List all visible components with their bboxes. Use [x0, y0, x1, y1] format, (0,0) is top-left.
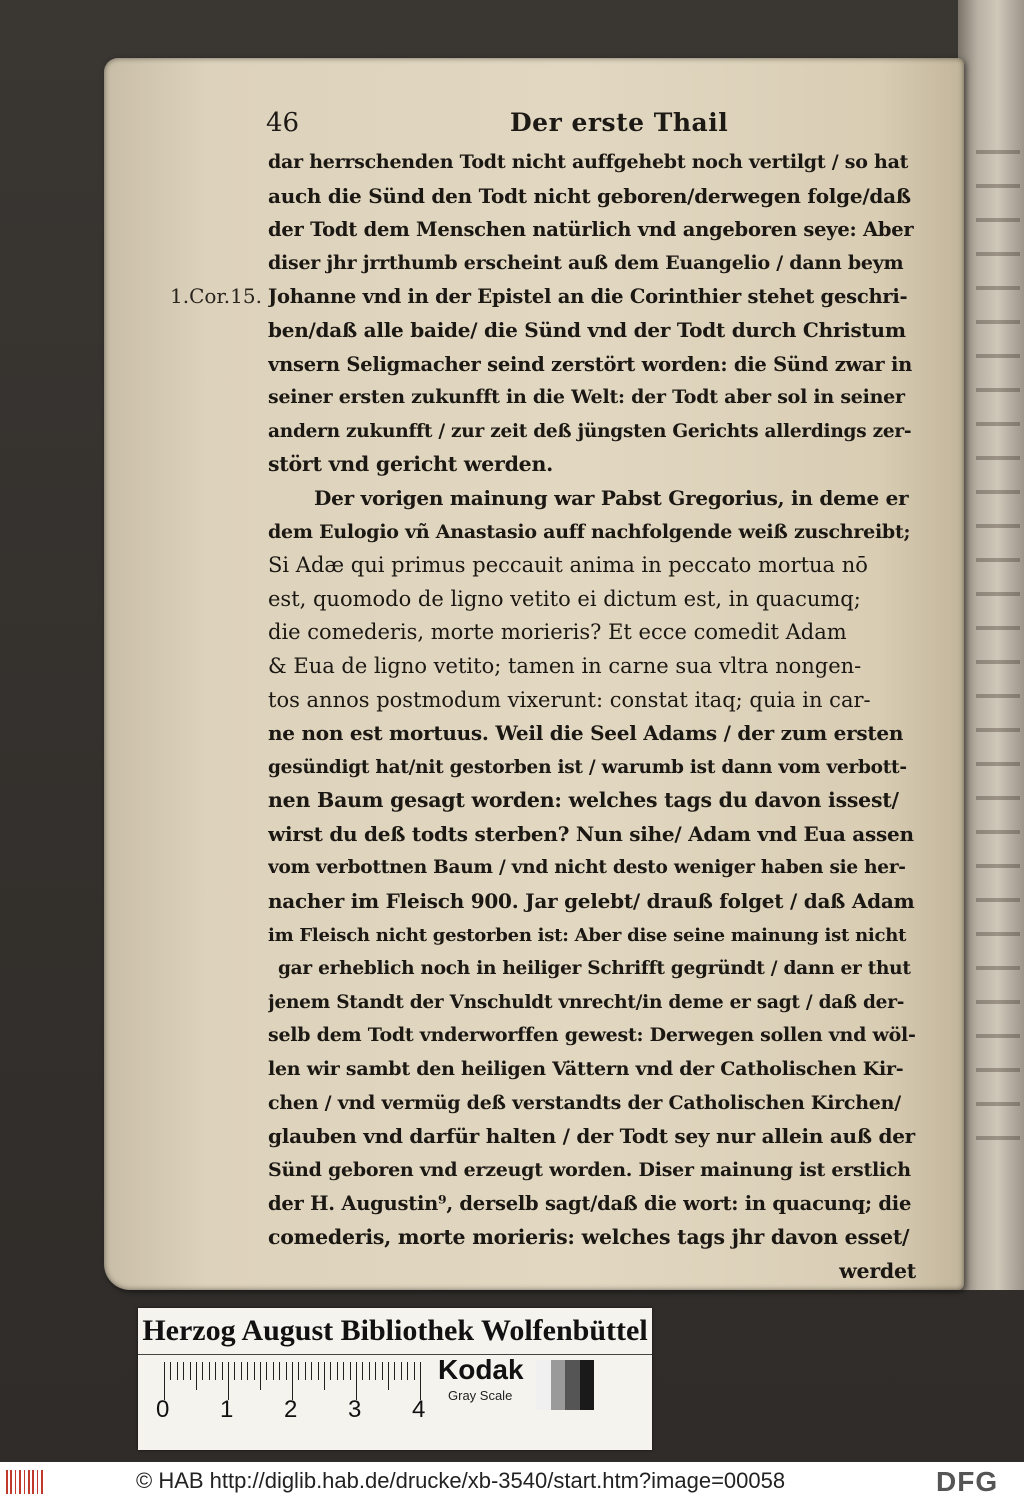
kodak-brand: Kodak — [438, 1354, 524, 1385]
ruler-tick — [254, 1362, 255, 1380]
text-line: comederis, morte morieris: welches tags jhr davon esset/ — [268, 1225, 910, 1249]
bleed-through-mark — [976, 592, 1020, 596]
logo-bar — [37, 1470, 39, 1494]
bleed-through-mark — [976, 218, 1020, 222]
ruler-tick — [324, 1362, 325, 1390]
bleed-through-mark — [976, 694, 1020, 698]
bleed-through-mark — [976, 286, 1020, 290]
bleed-through-mark — [976, 660, 1020, 664]
ruler-tick — [311, 1362, 312, 1380]
ruler-tick — [318, 1362, 319, 1380]
ruler-tick — [247, 1362, 248, 1380]
dfg-logo: DFG — [936, 1466, 999, 1497]
text-line: vnsern Seligmacher seind zerstört worden: die Sünd zwar in — [268, 352, 913, 376]
bleed-through-mark — [976, 354, 1020, 358]
text-line: auch die Sünd den Todt nicht geboren/derwegen folge/daß — [268, 183, 911, 208]
page-number: 46 — [266, 108, 300, 138]
text-line: ben/daß alle baide/ die Sünd vnd der Todt durch Christum — [268, 317, 906, 342]
text-line: stört vnd gericht werden. — [268, 452, 553, 477]
ruler-tick — [260, 1362, 261, 1390]
ruler-tick — [394, 1362, 395, 1380]
ruler-tick — [228, 1362, 229, 1400]
logo-bar — [32, 1470, 34, 1494]
bleed-through-mark — [976, 422, 1020, 426]
bleed-through-mark — [976, 626, 1020, 630]
text-line: tos annos postmodum vixerunt: constat itaq; quia in car- — [268, 687, 871, 712]
text-line: der Todt dem Menschen natürlich vnd angeboren seye: Aber — [268, 218, 914, 242]
ruler-tick — [286, 1362, 287, 1380]
ruler-tick — [266, 1362, 267, 1380]
text-line: die comederis, morte morieris? Et ecce comedit Adam — [268, 620, 847, 645]
text-line: Johanne vnd in der Epistel an die Corinthier stehet geschri- — [268, 285, 908, 309]
ruler-tick — [177, 1362, 178, 1380]
ruler-tick — [362, 1362, 363, 1380]
bleed-through-mark — [976, 796, 1020, 800]
text-line: & Eua de ligno vetito; tamen in carne sua vltra nongen- — [268, 653, 862, 678]
bleed-through-mark — [976, 150, 1020, 154]
ruler-tick — [330, 1362, 331, 1380]
text-line: vom verbottnen Baum / vnd nicht desto weniger haben sie her- — [268, 857, 906, 879]
bleed-through-mark — [976, 762, 1020, 766]
bleed-through-mark — [976, 1136, 1020, 1140]
ruler-tick — [382, 1362, 383, 1380]
ruler-tick — [343, 1362, 344, 1380]
ruler-tick — [375, 1362, 376, 1380]
text-line: wirst du deß todts sterben? Nun sihe/ Adam vnd Eua assen — [268, 821, 914, 846]
text-line: andern zukunfft / zur zeit deß jüngsten Gerichts allerdings zer- — [268, 420, 912, 442]
text-line: im Fleisch nicht gestorben ist: Aber dise seine mainung ist nicht — [268, 924, 907, 946]
ruler-number: 3 — [348, 1396, 362, 1423]
bleed-through-mark — [976, 932, 1020, 936]
ruler-number: 0 — [156, 1396, 170, 1423]
ruler-tick — [241, 1362, 242, 1380]
ruler-tick — [388, 1362, 389, 1390]
text-line: seiner ersten zukunfft in die Welt: der Todt aber sol in seiner — [268, 386, 905, 409]
kodak-subtitle: Gray Scale — [448, 1388, 513, 1403]
ruler-tick — [407, 1362, 408, 1380]
text-line: jenem Standt der Vnschuldt vnrecht/in deme er sagt / daß der- — [268, 991, 905, 1013]
footer-copyright-link[interactable]: © HAB http://diglib.hab.de/drucke/xb-3540/start.htm?image=00058 — [136, 1468, 786, 1493]
bleed-through-mark — [976, 728, 1020, 732]
ruler-tick — [369, 1362, 370, 1380]
margin-note: 1.Cor.15. — [170, 284, 262, 308]
label-title: Herzog August Bibliothek Wolfenbüttel — [138, 1314, 652, 1355]
page-header — [266, 108, 926, 148]
text-line: werdet — [839, 1258, 916, 1283]
bleed-through-mark — [976, 490, 1020, 494]
ruler-tick — [420, 1362, 421, 1400]
bleed-through-mark — [976, 388, 1020, 392]
text-line: ne non est mortuus. Weil die Seel Adams / der zum ersten — [268, 721, 904, 746]
bleed-through-mark — [976, 898, 1020, 902]
text-line: len wir sambt den heiligen Vättern vnd der Catholischen Kir- — [268, 1058, 904, 1081]
ruler-number: 2 — [284, 1396, 298, 1423]
bleed-through-mark — [976, 1034, 1020, 1038]
logo-bar — [28, 1470, 30, 1494]
ruler-tick — [183, 1362, 184, 1380]
footer — [0, 1462, 1024, 1502]
hab-logo-icon — [6, 1470, 46, 1494]
text-line: chen / vnd vermüg deß verstandts der Catholischen Kirchen/ — [268, 1091, 901, 1114]
ruler-tick — [350, 1362, 351, 1380]
text-line: diser jhr jrrthumb erscheint auß dem Euangelio / dann beym — [268, 251, 904, 274]
logo-bar — [41, 1470, 43, 1494]
ruler-tick — [414, 1362, 415, 1380]
bleed-through-mark — [976, 456, 1020, 460]
bleed-through-mark — [976, 1068, 1020, 1072]
ruler-tick — [164, 1362, 165, 1400]
text-line: nen Baum gesagt worden: welches tags du davon issest/ — [268, 788, 899, 813]
text-line: der H. Augustin⁹, derselb sagt/daß die wort: in quacunq; die — [268, 1192, 912, 1216]
text-line: Sünd geboren vnd erzeugt worden. Diser mainung ist erstlich — [268, 1158, 911, 1181]
running-head: Der erste Thail — [510, 108, 729, 137]
adjacent-page-edge — [958, 0, 1024, 1290]
ruler-tick — [196, 1362, 197, 1390]
bleed-through-mark — [976, 830, 1020, 834]
ruler-tick — [279, 1362, 280, 1380]
ruler-tick — [298, 1362, 299, 1380]
logo-bar — [19, 1470, 21, 1494]
ruler-tick — [234, 1362, 235, 1380]
text-line: Si Adæ qui primus peccauit anima in peccato mortua nō — [268, 553, 868, 578]
ruler-tick — [292, 1362, 293, 1400]
ruler-tick — [222, 1362, 223, 1380]
bleed-through-mark — [976, 1000, 1020, 1004]
logo-bar — [10, 1470, 12, 1494]
ruler-number: 1 — [220, 1396, 234, 1423]
ruler-numbers — [156, 1396, 426, 1426]
ruler-tick — [401, 1362, 402, 1380]
bleed-through-mark — [976, 1102, 1020, 1106]
ruler-tick — [356, 1362, 357, 1400]
grayscale-swatch — [536, 1360, 594, 1410]
bleed-through-mark — [976, 524, 1020, 528]
text-line: nacher im Fleisch 900. Jar gelebt/ drauß folget / daß Adam — [268, 889, 915, 914]
ruler-tick — [305, 1362, 306, 1380]
text-line: gesündigt hat/nit gestorben ist / warumb ist dann vom verbott- — [268, 756, 907, 778]
ruler-tick — [202, 1362, 203, 1380]
logo-bar — [24, 1470, 26, 1494]
ruler-tick — [209, 1362, 210, 1380]
ruler-number: 4 — [412, 1396, 426, 1423]
text-line: dar herrschenden Todt nicht auffgehebt noch vertilgt / so hat — [268, 151, 909, 173]
logo-bar — [6, 1470, 8, 1494]
text-line: glauben vnd darfür halten / der Todt sey nur allein auß der — [268, 1124, 915, 1149]
logo-bar — [15, 1470, 17, 1494]
ruler-tick — [170, 1362, 171, 1380]
ruler-tick — [215, 1362, 216, 1380]
text-line: gar erheblich noch in heiliger Schrifft gegründt / dann er thut — [278, 958, 911, 980]
ruler-tick — [190, 1362, 191, 1380]
bleed-through-mark — [976, 184, 1020, 188]
library-label — [138, 1308, 652, 1450]
text-line: Der vorigen mainung war Pabst Gregorius, in deme er — [314, 485, 909, 510]
bleed-through-mark — [976, 558, 1020, 562]
ruler-tick — [273, 1362, 274, 1380]
text-block — [268, 146, 916, 1288]
ruler-tick — [337, 1362, 338, 1380]
bleed-through-mark — [976, 320, 1020, 324]
bleed-through-mark — [976, 252, 1020, 256]
text-line: dem Eulogio vñ Anastasio auff nachfolgende weiß zuschreibt; — [268, 520, 911, 543]
text-line: selb dem Todt vnderworffen gewest: Derwegen sollen vnd wöl- — [268, 1024, 916, 1047]
bleed-through-mark — [976, 966, 1020, 970]
bleed-through-mark — [976, 864, 1020, 868]
text-line: est, quomodo de ligno vetito ei dictum est, in quacumq; — [268, 586, 861, 611]
